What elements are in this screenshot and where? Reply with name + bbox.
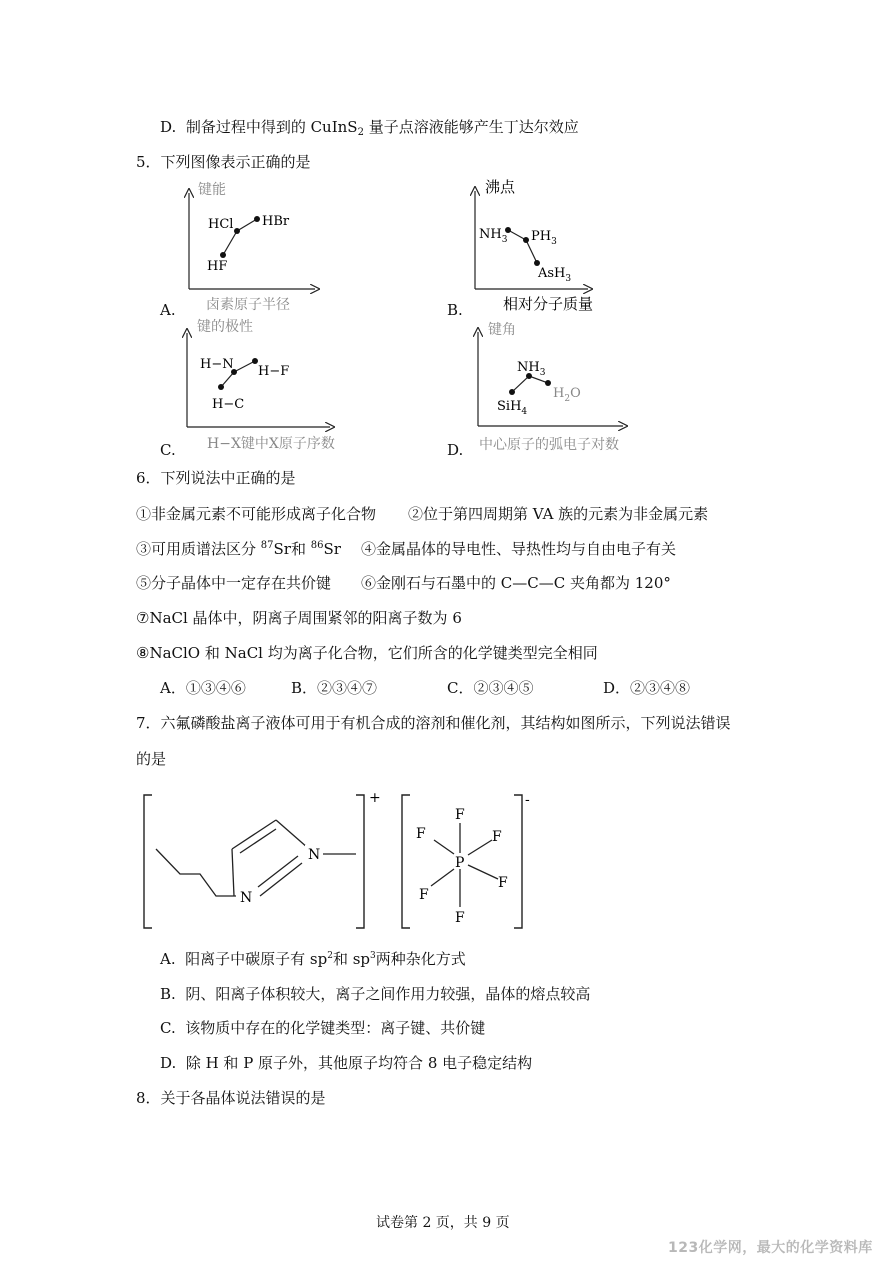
q6-statement-7: ⑦NaCl 晶体中，阴离子周围紧邻的阳离子数为 6 [136, 609, 462, 627]
q7-option-d: D. 除 H 和 P 原子外，其他原子均符合 8 电子稳定结构 [160, 1054, 533, 1072]
graph-d [458, 314, 648, 459]
q6-statement-1: ①非金属元素不可能形成离子化合物 [136, 505, 377, 523]
graph-c [170, 313, 360, 458]
atom-n2: N [308, 847, 321, 863]
graph-d-x-label: 中心原子的弧电子对数 [479, 437, 619, 453]
page-footer: 试卷第 2 页，共 9 页 [376, 1215, 510, 1231]
label-ash3: AsH$_3$ [538, 266, 572, 284]
label-hf2: H−F [258, 364, 290, 379]
label-hn: H−N [200, 357, 234, 372]
atom-n1: N [240, 890, 253, 906]
q6-statement-3: ③可用质谱法区分 $^{87}$Sr和 $^{86}$Sr [136, 540, 341, 558]
label-hf: HF [207, 259, 228, 274]
watermark: 123化学网，最大的化学资料库 [668, 1240, 873, 1256]
q6-option-a: A．①③④⑥ [160, 679, 246, 697]
label-hbr: HBr [262, 214, 290, 229]
q5-title: 5．下列图像表示正确的是 [136, 153, 311, 171]
cation-charge: + [369, 790, 381, 806]
label-nh3: $NH_3$ [479, 227, 508, 245]
q6-option-d: D．②③④⑧ [603, 679, 691, 697]
graph-a [170, 178, 320, 318]
label-hcl: HCl [208, 217, 234, 232]
q7-title-line2: 的是 [136, 750, 167, 768]
atom-p: P [455, 855, 465, 871]
label-ph3: $PH_3$ [531, 229, 557, 247]
graph-c-letter: C. [160, 441, 176, 459]
q6-statement-4: ④金属晶体的导电性、导热性均与自由电子有关 [361, 540, 677, 558]
q7-option-c: C. 该物质中存在的化学键类型：离子键、共价键 [160, 1019, 486, 1037]
q8-title: 8．关于各晶体说法错误的是 [136, 1089, 326, 1107]
point-hf [220, 252, 226, 258]
q6-option-b: B．②③④⑦ [291, 679, 378, 697]
graph-b-letter: B. [447, 301, 463, 319]
graph-d-letter: D. [447, 441, 464, 459]
q7-option-b: B. 阴、阳离子体积较大，离子之间作用力较强，晶体的熔点较高 [160, 985, 591, 1003]
label-hc: H−C [212, 397, 245, 412]
q6-statement-6: ⑥金刚石与石墨中的 C—C—C 夹角都为 120° [361, 574, 671, 592]
atom-f-upper-right: F [492, 829, 502, 845]
atom-f-bottom: F [455, 910, 465, 926]
q6-statement-2: ②位于第四周期第 VA 族的元素为非金属元素 [408, 505, 709, 523]
atom-f-lower-right: F [498, 875, 508, 891]
graph-a-y-label: 键能 [198, 182, 226, 198]
cation-bracket-right [356, 795, 364, 928]
q4-option-d: D. 制备过程中得到的 CuInS$_2$ 量子点溶液能够产生丁达尔效应 [160, 118, 579, 138]
atom-f-lower-left: F [419, 887, 429, 903]
cation-bracket-left [144, 795, 152, 928]
anion-bracket-right [514, 795, 522, 928]
graph-a-x-label: 卤素原子半径 [206, 297, 290, 313]
q6-statement-8: ⑧NaClO 和 NaCl 均为离子化合物，它们所含的化学键类型完全相同 [136, 644, 598, 662]
anion-charge: - [525, 792, 530, 808]
q6-title: 6．下列说法中正确的是 [136, 469, 296, 487]
q7-title-line1: 7．六氟磷酸盐离子液体可用于有机合成的溶剂和催化剂，其结构如图所示，下列说法错误 [136, 714, 731, 732]
atom-f-upper-left: F [416, 826, 426, 842]
graph-b-y-label: 沸点 [485, 178, 516, 196]
point-hcl [234, 228, 240, 234]
q6-statement-5: ⑤分子晶体中一定存在共价键 [136, 574, 332, 592]
q7-option-a: A. 阳离子中碳原子有 $sp^2$和 $sp^3$两种杂化方式 [160, 950, 466, 968]
q6-option-c: C．②③④⑤ [447, 679, 534, 697]
label-h2o: $H_2O$ [553, 386, 581, 404]
anion-bracket-left [402, 795, 410, 928]
label-nh3-d: $NH_3$ [517, 360, 546, 378]
graph-b [458, 176, 598, 316]
q7-structure [138, 783, 538, 935]
point-hbr [254, 216, 260, 222]
graph-a-letter: A. [160, 301, 176, 319]
atom-f-top: F [455, 807, 465, 823]
graph-c-x-label: H−X键中X原子序数 [207, 436, 335, 452]
graph-d-y-label: 键角 [488, 322, 516, 338]
graph-c-y-label: 键的极性 [197, 319, 253, 335]
graph-b-x-label: 相对分子质量 [503, 295, 594, 313]
label-sih4: SiH$_4$ [497, 399, 528, 417]
